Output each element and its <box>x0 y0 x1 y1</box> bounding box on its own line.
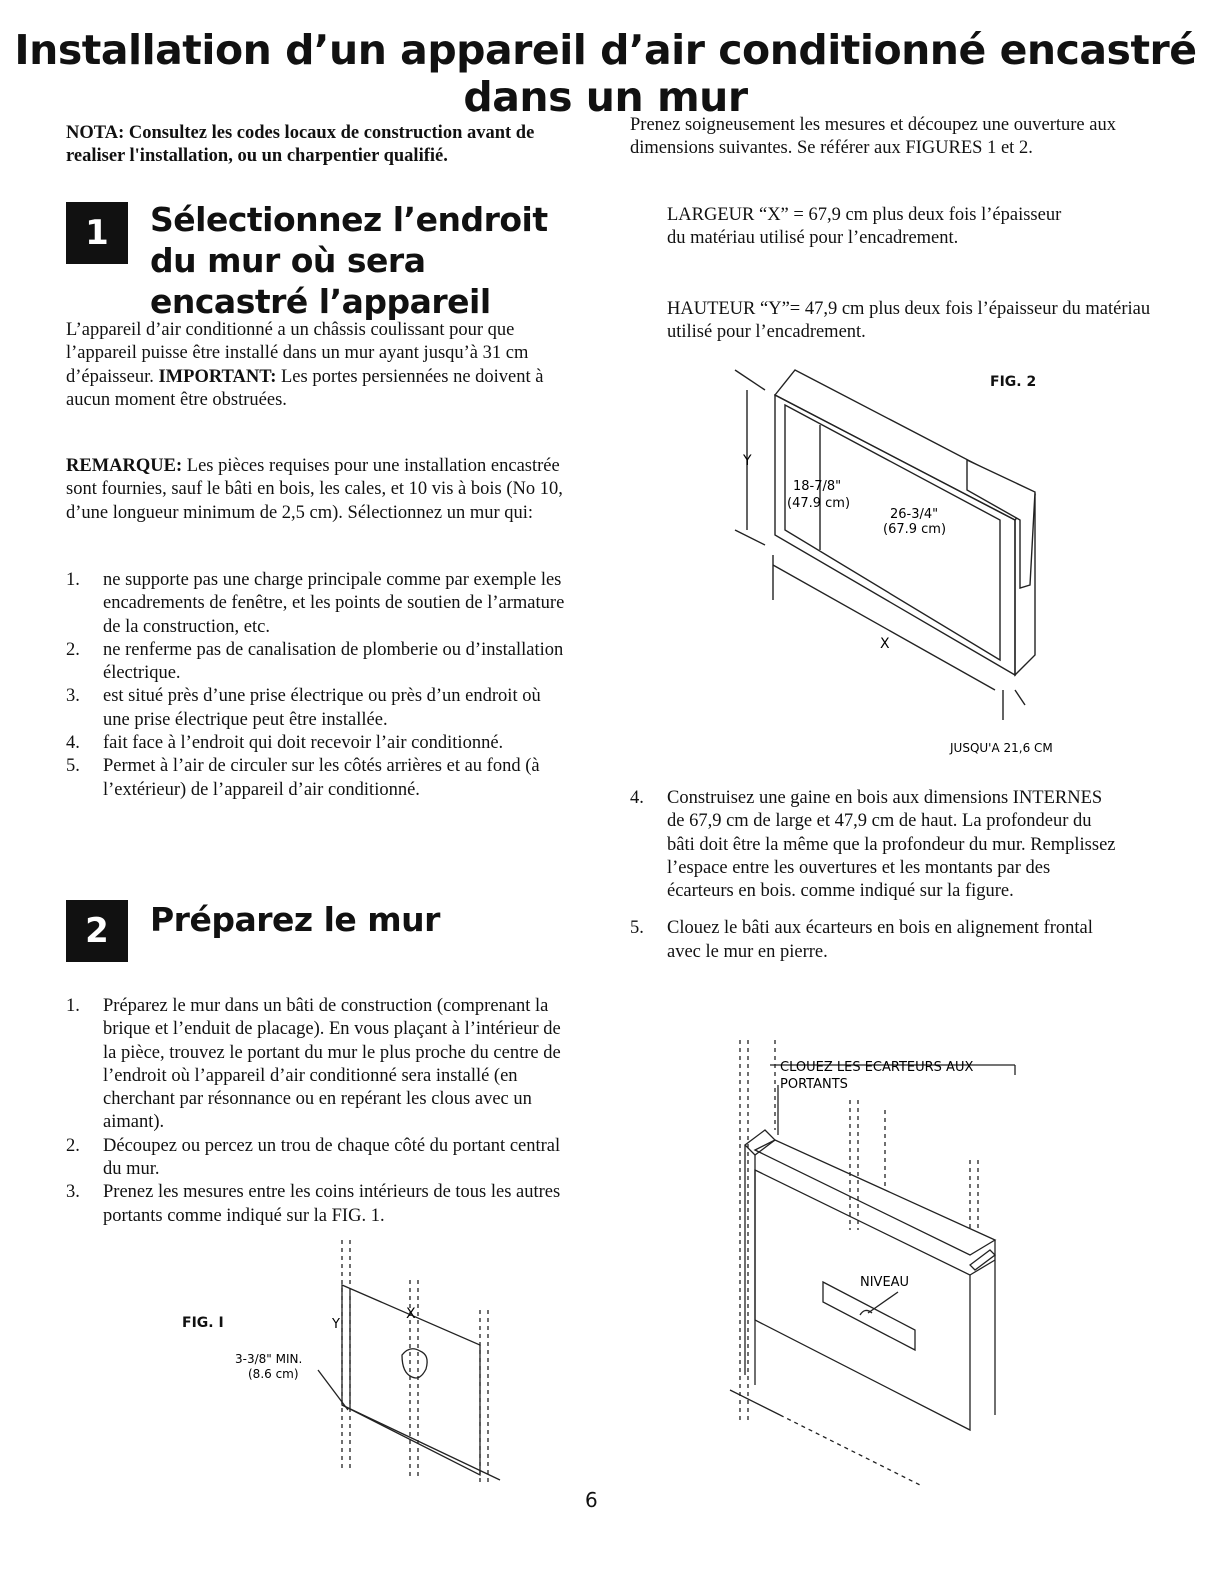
list-item-text: est situé près d’une prise électrique ou près d’un endroit où une prise électrique peut être installée. <box>103 686 541 730</box>
list-item-number: 2. <box>66 639 80 660</box>
list-item-number: 1. <box>66 570 80 590</box>
list-item <box>66 639 566 686</box>
list-item <box>66 569 566 639</box>
page-title-line2: dans un mur <box>463 73 748 121</box>
fig3-callout-line1: CLOUEZ LES ECARTEURS AUX <box>780 1060 974 1075</box>
fig1-diagram <box>230 1230 530 1490</box>
largeur-text: LARGEUR “X” = 67,9 cm plus deux fois l’épaisseur du matériau utilisé pour l’encadrement. <box>667 205 1062 249</box>
section1-heading: Sélectionnez l’endroit du mur où sera encastré l’appareil <box>150 200 548 321</box>
list-item <box>66 1135 566 1182</box>
list-item-text: ne supporte pas une charge principale comme par exemple les encadrements de fenêtre, et les points de soutien de l’armature de la construction, etc. <box>103 570 565 637</box>
list-item-text: Permet à l’air de circuler sur les côtés arrières et au fond (à l’extérieur) de l’appareil d’air conditionné. <box>103 756 540 800</box>
list-item-number: 1. <box>66 996 80 1016</box>
fig2-x-label: X <box>880 636 890 652</box>
fig1-label: FIG. I <box>182 1315 224 1331</box>
fig3-callout-line2: PORTANTS <box>780 1077 848 1092</box>
list-item-number: 5. <box>630 918 644 939</box>
section2-badge: 2 <box>66 900 128 962</box>
list-item-number: 3. <box>66 686 80 707</box>
fig2-w-cm: (67.9 cm) <box>883 522 947 537</box>
fig2-label: FIG. 2 <box>990 374 1037 390</box>
section1-list <box>66 569 566 802</box>
list-item-text: Clouez le bâti aux écarteurs en bois en alignement frontal avec le mur en pierre. <box>667 918 1093 962</box>
fig1-min-cm: (8.6 cm) <box>248 1367 299 1381</box>
fig2-diagram <box>725 360 1085 760</box>
fig2-h-in: 18-7/8" <box>793 479 842 494</box>
list-item <box>630 917 1120 964</box>
list-item-text: Prenez les mesures entre les coins intérieurs de tous les autres portants comme indiqué sur la FIG. 1. <box>103 1182 561 1226</box>
fig3-diagram <box>720 1030 1050 1490</box>
list-item-number: 4. <box>66 733 80 754</box>
fig2-w-in: 26-3/4" <box>890 507 939 522</box>
page-title: Installation d’un appareil d’air conditionné encastré <box>14 26 1197 74</box>
hauteur-text: HAUTEUR “Y”= 47,9 cm plus deux fois l’épaisseur du matériau utilisé pour l’encadrement. <box>667 299 1151 343</box>
list-item-text: Découpez ou percez un trou de chaque côté du portant central du mur. <box>103 1135 561 1180</box>
list-item <box>66 732 566 755</box>
section2-list <box>66 995 566 1228</box>
list-item-number: 5. <box>66 756 80 777</box>
fig2-y-label: Y <box>743 453 752 469</box>
list-item <box>66 755 566 802</box>
page-number: 6 <box>585 1488 598 1512</box>
nota-note: NOTA: Consultez les codes locaux de construction avant de realiser l'installation, ou un charpentier qualifié. <box>66 123 535 167</box>
fig1-y-label: Y <box>332 1317 340 1332</box>
fig2-depth-label: JUSQU'A 21,6 CM <box>950 741 1053 755</box>
list-item-text: ne renferme pas de canalisation de plomberie ou d’installation électrique. <box>103 639 564 684</box>
list-item-number: 2. <box>66 1135 80 1156</box>
section1-intro: L’appareil d’air conditionné a un châssis coulissant pour que l’appareil puisse être installé dans un mur ayant jusqu’à 31 cm d’épaisseur. IMPORTANT: Les portes persiennées ne doivent à aucun moment être obstruées. <box>66 320 544 410</box>
fig1-min-in: 3-3/8" MIN. <box>235 1352 303 1366</box>
section2-heading: Préparez le mur <box>150 900 440 939</box>
right-intro: Prenez soigneusement les mesures et découpez une ouverture aux dimensions suivantes. Se référer aux FIGURES 1 et 2. <box>630 115 1116 159</box>
list-item <box>66 1181 566 1228</box>
list-item <box>66 685 566 732</box>
fig2-h-cm: (47.9 cm) <box>787 496 851 511</box>
list-item-number: 3. <box>66 1182 80 1203</box>
list-item-text: Préparez le mur dans un bâti de construction (comprenant la brique et l’enduit de placage). En vous plaçant à l’intérieur de la pièce, trouvez le portant du mur le plus proche du centre de l’endroit où l’appareil d’air conditionné sera installé (en cherchant par résonnance ou en repérant les clous avec un aimant). <box>103 996 561 1133</box>
list-item <box>66 995 566 1135</box>
list-item-text: fait face à l’endroit qui doit recevoir l’air conditionné. <box>103 733 504 754</box>
section1-badge: 1 <box>66 202 128 264</box>
fig3-niveau-label: NIVEAU <box>860 1275 910 1290</box>
section2-list-right <box>630 787 1120 978</box>
list-item-number: 4. <box>630 788 644 808</box>
remarque-paragraph: REMARQUE: Les pièces requises pour une installation encastrée sont fournies, sauf le bâti en bois, les cales, et 10 vis à bois (No 10, d’une longueur minimum de 2,5 cm). Sélectionnez un mur qui: <box>66 456 563 523</box>
list-item-text: Construisez une gaine en bois aux dimensions INTERNES de 67,9 cm de large et 47,9 cm de haut. La profondeur du bâti doit être la même que la profondeur du mur. Remplissez l’espace entre les ouvertures et les montants par des écarteurs en bois. comme indiqué sur la figure. <box>667 788 1116 902</box>
fig1-x-label: X <box>406 1306 416 1322</box>
list-item <box>630 787 1120 903</box>
